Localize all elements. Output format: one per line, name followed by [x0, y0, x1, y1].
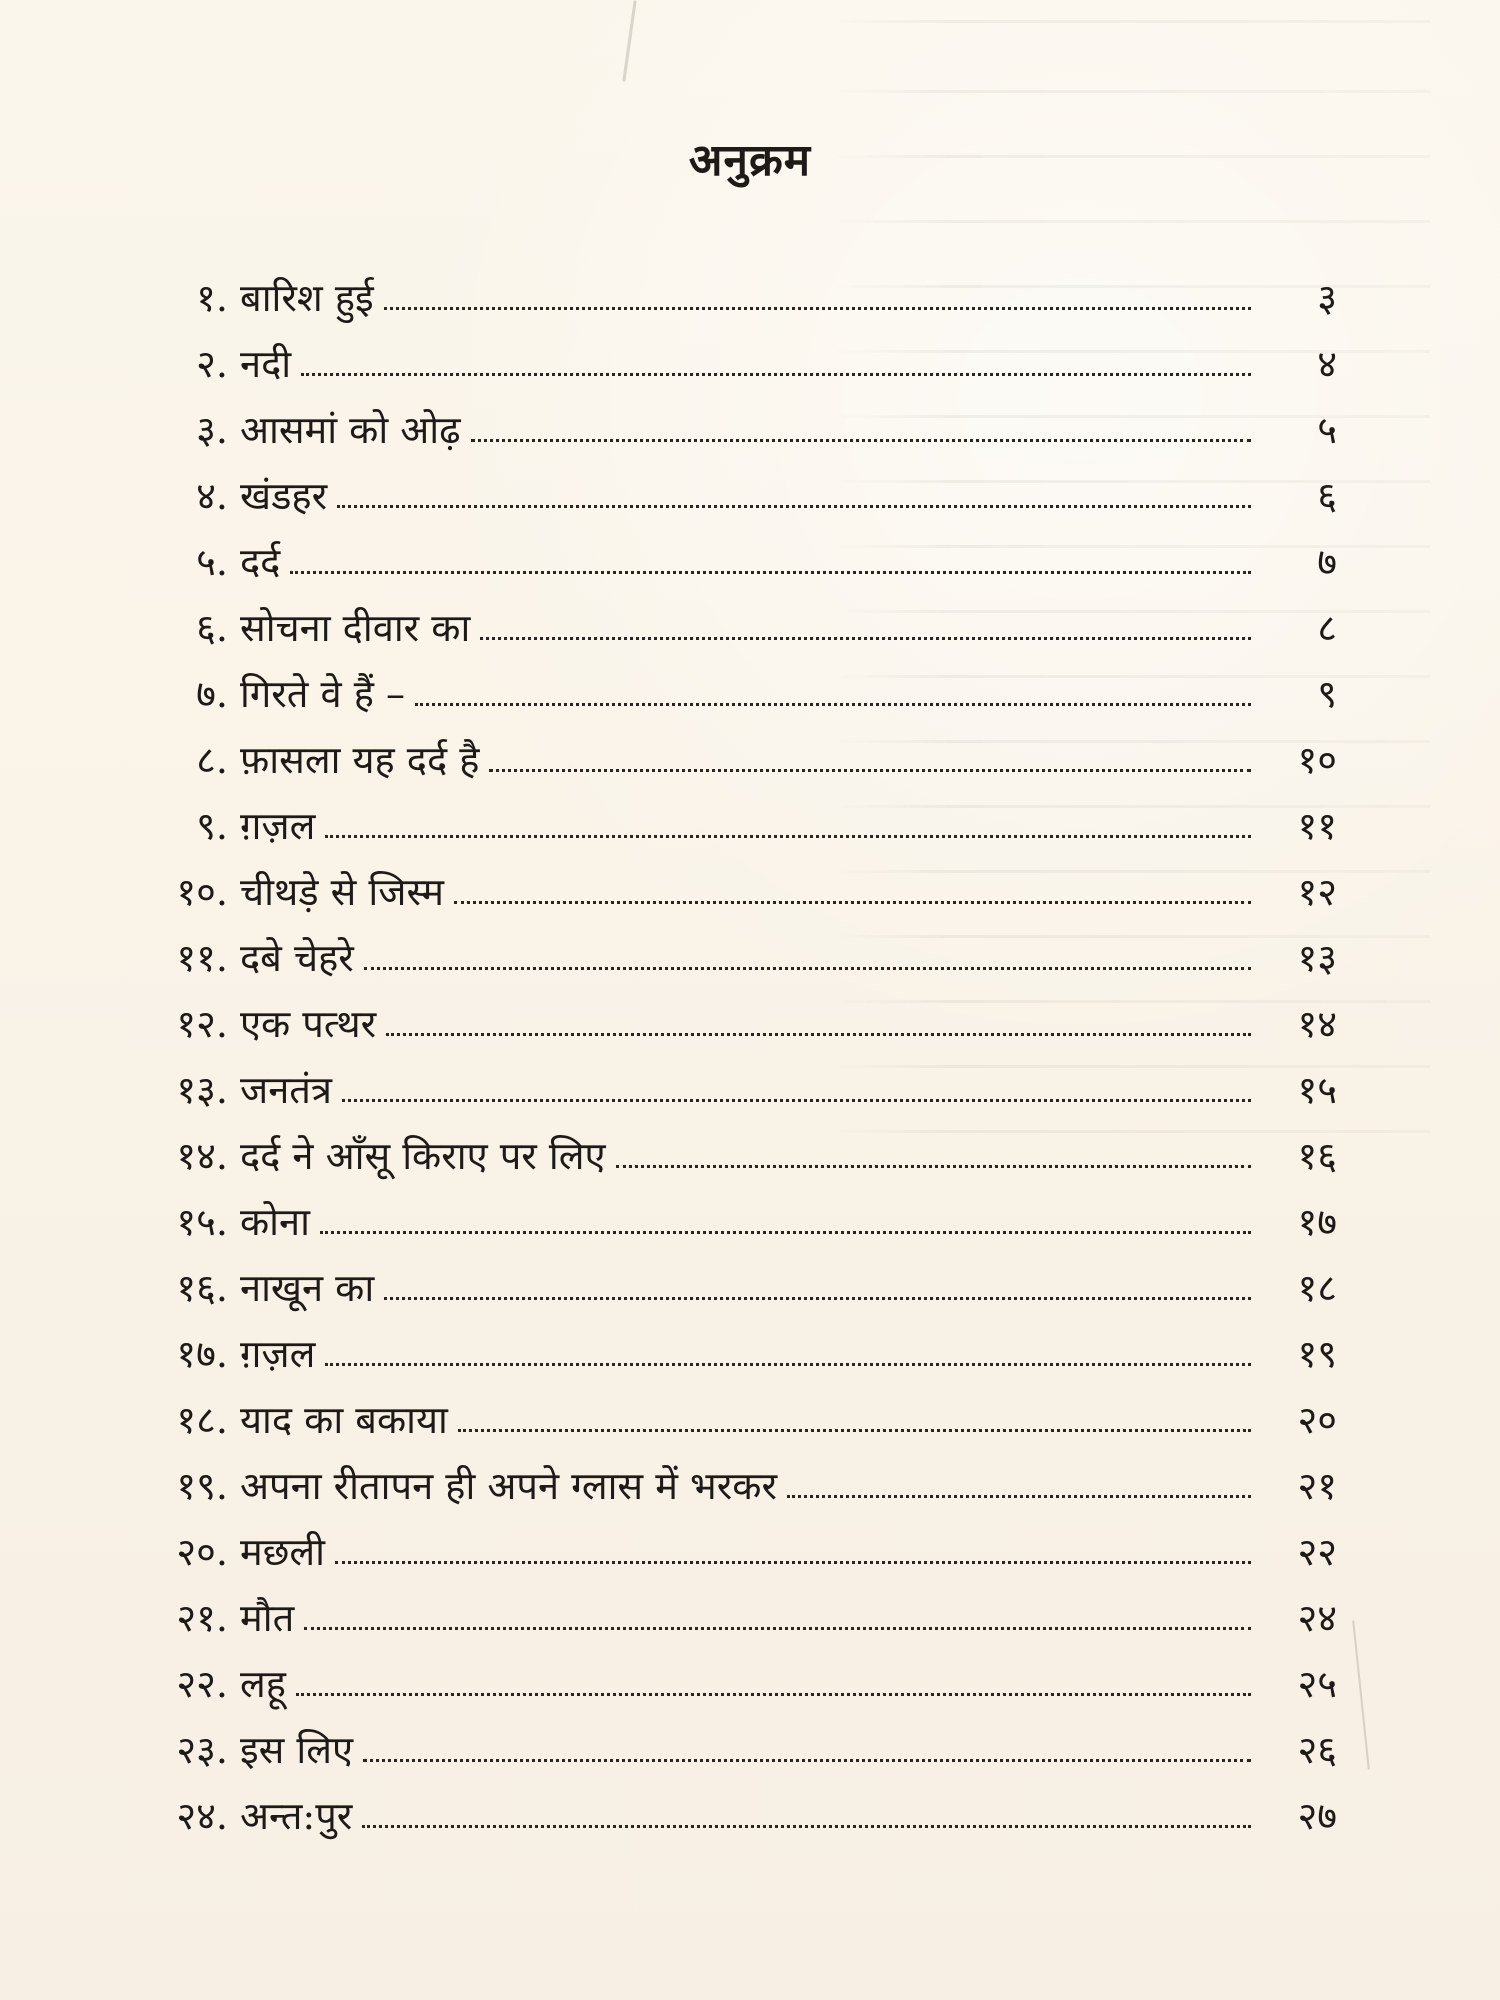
entry-page: २६ — [1297, 1728, 1337, 1772]
entry-page: ५ — [1317, 408, 1337, 452]
toc-entry — [132, 859, 1337, 925]
toc-entry — [132, 1783, 1337, 1849]
entry-title: दबे चेहरे — [240, 936, 354, 980]
dot-leader — [335, 1561, 1251, 1564]
table-of-contents — [132, 265, 1337, 1849]
entry-number: २२. — [176, 1662, 228, 1706]
entry-title: अन्त:पुर — [240, 1794, 353, 1838]
toc-entry — [132, 925, 1337, 991]
entry-page: ६ — [1317, 474, 1337, 518]
entry-page: १५ — [1297, 1068, 1337, 1112]
entry-number: ३. — [196, 408, 228, 452]
toc-entry — [132, 1321, 1337, 1387]
toc-entry — [132, 595, 1337, 661]
entry-page: ४ — [1317, 342, 1337, 386]
entry-number: १३. — [176, 1068, 228, 1112]
entry-page: १३ — [1297, 936, 1337, 980]
entry-page: १६ — [1297, 1134, 1337, 1178]
entry-page: २४ — [1297, 1596, 1337, 1640]
entry-number: १९. — [176, 1464, 228, 1508]
entry-title: याद का बकाया — [240, 1398, 448, 1442]
dot-leader — [384, 1297, 1251, 1300]
entry-title: आसमां को ओढ़ — [240, 408, 461, 452]
entry-page: ९ — [1317, 672, 1337, 716]
entry-title: जनतंत्र — [240, 1068, 332, 1112]
dot-leader — [364, 967, 1251, 970]
paper-mark — [622, 0, 636, 82]
entry-number: २. — [196, 342, 228, 386]
toc-entry — [132, 1717, 1337, 1783]
entry-number: ५. — [196, 540, 228, 584]
toc-entry — [132, 1387, 1337, 1453]
entry-title: सोचना दीवार का — [240, 606, 471, 650]
dot-leader — [480, 637, 1251, 640]
entry-number: ११. — [176, 936, 228, 980]
entry-title: मछली — [240, 1530, 325, 1574]
toc-entry — [132, 463, 1337, 529]
entry-title: नदी — [240, 342, 292, 386]
toc-entry — [132, 397, 1337, 463]
dot-leader — [458, 1429, 1251, 1432]
entry-number: १७. — [176, 1332, 228, 1376]
entry-title: कोना — [240, 1200, 310, 1244]
entry-title: चीथड़े से जिस्म — [240, 870, 444, 914]
entry-page: १२ — [1297, 870, 1337, 914]
entry-number: १०. — [176, 870, 228, 914]
toc-entry — [132, 1189, 1337, 1255]
entry-page: ३ — [1317, 276, 1337, 320]
entry-page: १० — [1297, 738, 1337, 782]
entry-page: २५ — [1297, 1662, 1337, 1706]
entry-number: ७. — [196, 672, 228, 716]
dot-leader — [787, 1495, 1251, 1498]
toc-entry — [132, 1651, 1337, 1717]
dot-leader — [304, 1627, 1251, 1630]
dot-leader — [362, 1825, 1251, 1828]
entry-title: गिरते वे हैं – — [240, 672, 405, 716]
entry-page: १७ — [1297, 1200, 1337, 1244]
toc-entry — [132, 727, 1337, 793]
entry-title: दर्द — [240, 540, 281, 584]
entry-title: नाखून का — [240, 1266, 375, 1310]
entry-title: बारिश हुई — [240, 276, 374, 320]
entry-number: १८. — [176, 1398, 228, 1442]
dot-leader — [386, 1033, 1251, 1036]
entry-number: १६. — [176, 1266, 228, 1310]
dot-leader — [296, 1693, 1251, 1696]
entry-number: २४. — [176, 1794, 228, 1838]
entry-page: ११ — [1297, 804, 1337, 848]
dot-leader — [384, 307, 1251, 310]
entry-number: ९. — [196, 804, 228, 848]
toc-entry — [132, 265, 1337, 331]
entry-title: लहू — [240, 1662, 286, 1706]
entry-title: दर्द ने आँसू किराए पर लिए — [240, 1134, 606, 1178]
entry-page: १८ — [1297, 1266, 1337, 1310]
entry-title: मौत — [240, 1596, 295, 1640]
toc-entry — [132, 331, 1337, 397]
dot-leader — [325, 835, 1251, 838]
dot-leader — [489, 769, 1251, 772]
dot-leader — [290, 571, 1251, 574]
entry-number: २३. — [176, 1728, 228, 1772]
entry-title: फ़ासला यह दर्द है — [240, 738, 480, 782]
entry-number: २१. — [176, 1596, 228, 1640]
toc-entry — [132, 991, 1337, 1057]
toc-entry — [132, 1057, 1337, 1123]
dot-leader — [325, 1363, 1251, 1366]
dot-leader — [301, 373, 1251, 376]
entry-title: ग़ज़ल — [240, 1332, 316, 1376]
entry-page: २२ — [1297, 1530, 1337, 1574]
entry-number: १२. — [176, 1002, 228, 1046]
dot-leader — [342, 1099, 1251, 1102]
toc-entry — [132, 793, 1337, 859]
entry-page: १९ — [1297, 1332, 1337, 1376]
entry-number: ६. — [196, 606, 228, 650]
entry-number: २०. — [176, 1530, 228, 1574]
dot-leader — [363, 1759, 1251, 1762]
toc-entry — [132, 1453, 1337, 1519]
entry-title: एक पत्थर — [240, 1002, 377, 1046]
toc-entry — [132, 1123, 1337, 1189]
entry-title: अपना रीतापन ही अपने ग्लास में भरकर — [240, 1464, 777, 1508]
entry-number: ४. — [196, 474, 228, 518]
entry-title: इस लिए — [240, 1728, 354, 1772]
entry-title: ग़ज़ल — [240, 804, 316, 848]
entry-page: २७ — [1297, 1794, 1337, 1838]
dot-leader — [337, 505, 1251, 508]
toc-entry — [132, 1255, 1337, 1321]
paper-mark — [1352, 1620, 1370, 1769]
entry-page: ८ — [1317, 606, 1337, 650]
entry-number: १४. — [176, 1134, 228, 1178]
toc-heading: अनुक्रम — [688, 135, 812, 186]
dot-leader — [454, 901, 1251, 904]
toc-entry — [132, 1519, 1337, 1585]
toc-entry — [132, 1585, 1337, 1651]
entry-page: २१ — [1297, 1464, 1337, 1508]
toc-entry — [132, 661, 1337, 727]
toc-entry — [132, 529, 1337, 595]
dot-leader — [415, 703, 1251, 706]
entry-page: २० — [1297, 1398, 1337, 1442]
entry-number: १५. — [176, 1200, 228, 1244]
dot-leader — [616, 1165, 1251, 1168]
entry-number: ८. — [196, 738, 228, 782]
entry-page: ७ — [1317, 540, 1337, 584]
entry-number: १. — [196, 276, 228, 320]
dot-leader — [320, 1231, 1251, 1234]
dot-leader — [471, 439, 1251, 442]
entry-title: खंडहर — [240, 474, 328, 518]
entry-page: १४ — [1297, 1002, 1337, 1046]
